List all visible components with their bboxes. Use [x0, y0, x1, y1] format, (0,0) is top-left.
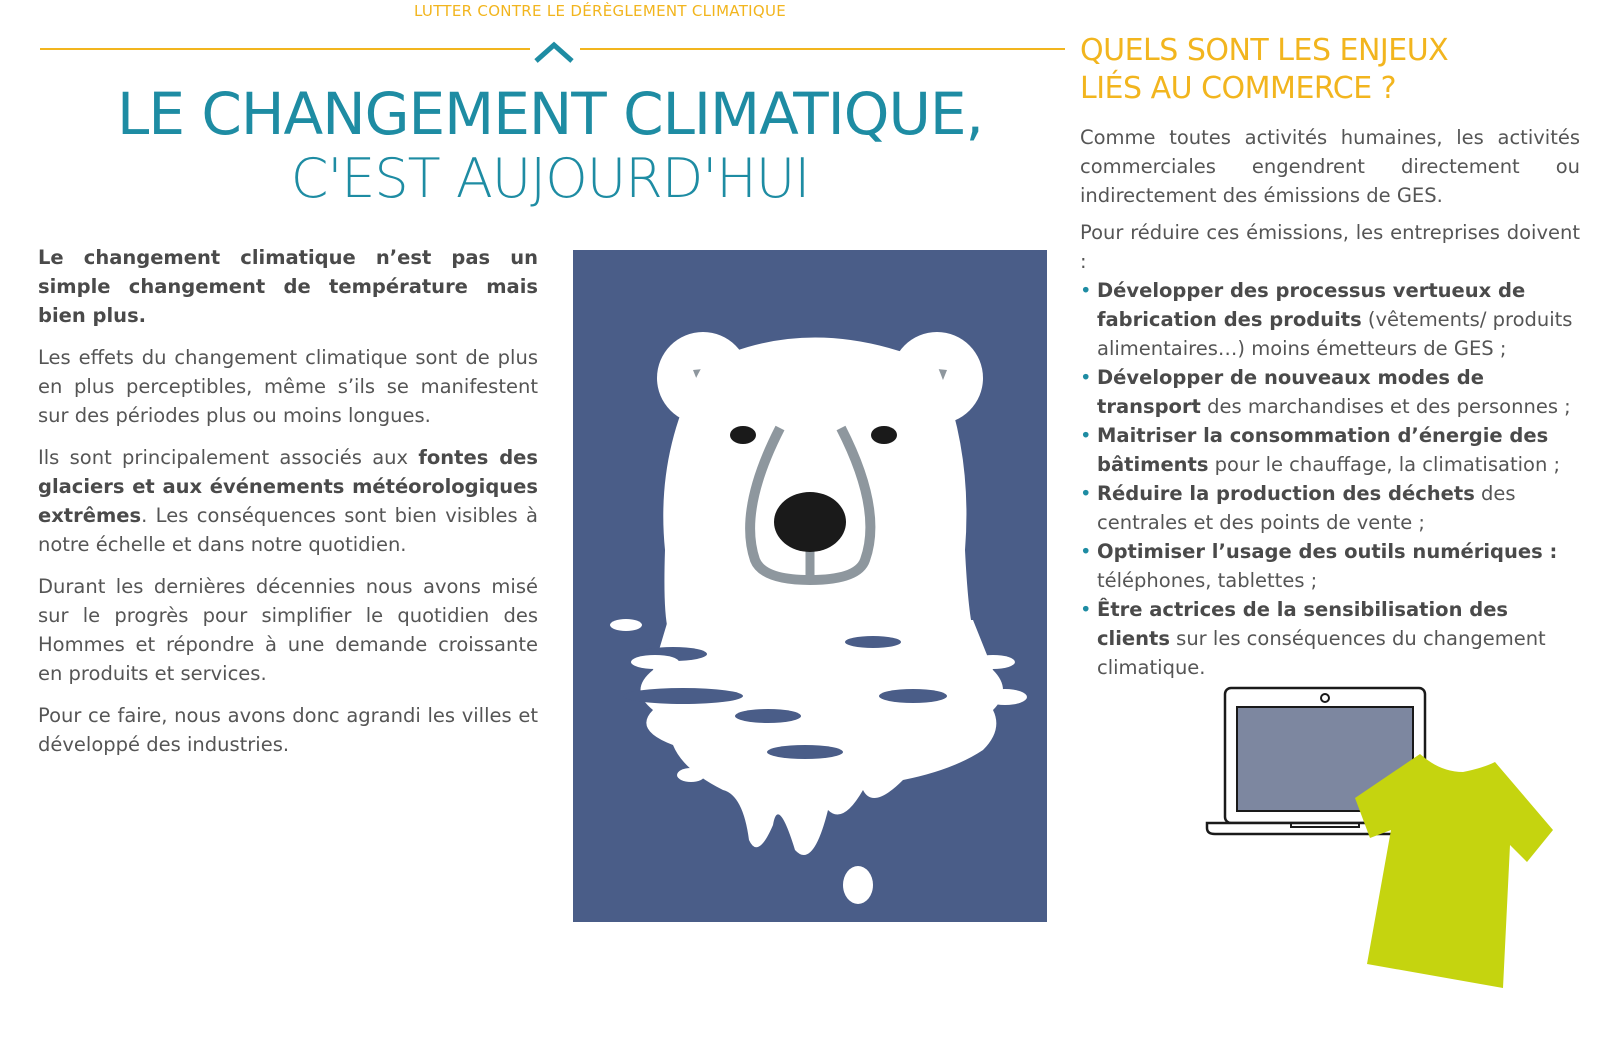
right-column — [1080, 123, 1580, 682]
header-kicker: LUTTER CONTRE LE DÉRÈGLEMENT CLIMATIQUE — [414, 2, 787, 20]
paragraph-cities: Pour ce faire, nous avons donc agrandi les villes et développé des industries. — [38, 704, 538, 756]
list-item-rest: pour le chauffage, la climatisation ; — [1208, 453, 1561, 476]
list-item-rest: des centrales et des points de vente ; — [1097, 482, 1516, 534]
bullet-icon: • — [1080, 424, 1092, 447]
paragraph-glaciers-start: Ils sont principalement associés aux — [38, 446, 419, 469]
laptop-tshirt-illustration — [1205, 680, 1575, 1010]
paragraph-glaciers — [38, 443, 538, 559]
list-item-bold: Maitriser la consommation d’énergie des bâtiments — [1097, 424, 1549, 476]
list-item — [1080, 595, 1580, 682]
page-title-line2: C'EST AUJOURD'HUI — [290, 147, 810, 210]
list-item-bold: Réduire la production des déchets — [1097, 482, 1475, 505]
bullet-icon: • — [1080, 366, 1092, 389]
list-item-rest: sur les conséquences du changement climatique. — [1097, 627, 1546, 679]
paragraph-effects: Les effets du changement climatique sont de plus en plus perceptibles, même s’ils se manifestent sur des périodes plus ou moins longues. — [38, 346, 538, 427]
bullet-icon: • — [1080, 598, 1092, 621]
header-rule-right — [580, 48, 1065, 50]
actions-list — [1080, 276, 1580, 682]
right-title-line2: LIÉS AU COMMERCE ? — [1080, 71, 1397, 106]
list-item — [1080, 421, 1580, 479]
lead-paragraph: Le changement climatique n’est pas un simple changement de température mais bien plus. — [38, 246, 538, 327]
list-item-bold: Optimiser l’usage des outils numériques : — [1097, 540, 1558, 563]
list-item — [1080, 276, 1580, 363]
chevron-up-icon — [532, 39, 576, 65]
right-title — [1080, 32, 1520, 108]
list-item — [1080, 479, 1580, 537]
tshirt-icon — [1355, 754, 1553, 988]
list-item — [1080, 363, 1580, 421]
right-title-line1: QUELS SONT LES ENJEUX — [1080, 33, 1449, 68]
list-item-bold: Développer des processus vertueux de fabrication des produits — [1097, 279, 1526, 331]
paragraph-glaciers-end: . Les conséquences sont bien visibles à notre échelle et dans notre quotidien. — [38, 504, 538, 556]
bullet-icon: • — [1080, 279, 1092, 302]
page-title-line1: LE CHANGEMENT CLIMATIQUE, — [117, 80, 983, 148]
bullet-icon: • — [1080, 540, 1092, 563]
paragraph-glaciers-bold: fontes des glaciers et aux événements météorologiques extrêmes — [38, 446, 539, 527]
list-item-bold: Développer de nouveaux modes de transport — [1097, 366, 1484, 418]
left-column — [38, 243, 538, 772]
bullet-icon: • — [1080, 482, 1092, 505]
right-intro-paragraph: Comme toutes activités humaines, les activités commerciales engendrent directement ou indirectement des émissions de GES. — [1080, 126, 1580, 207]
list-item — [1080, 537, 1580, 595]
paragraph-progress: Durant les dernières décennies nous avons misé sur le progrès pour simplifier le quotidien des Hommes et répondre à une demande croissante en produits et services. — [38, 575, 538, 685]
header-rule-left — [40, 48, 530, 50]
list-item-rest: des marchandises et des personnes ; — [1200, 395, 1571, 418]
melting-polar-bear-illustration — [573, 250, 1047, 922]
list-item-bold: Être actrices de la sensibilisation des clients — [1097, 598, 1509, 650]
right-lead-in: Pour réduire ces émissions, les entreprises doivent : — [1080, 221, 1580, 273]
list-item-rest: téléphones, tablettes ; — [1097, 569, 1318, 592]
list-item-rest: (vêtements/ produits alimentaires…) moins émetteurs de GES ; — [1097, 308, 1573, 360]
